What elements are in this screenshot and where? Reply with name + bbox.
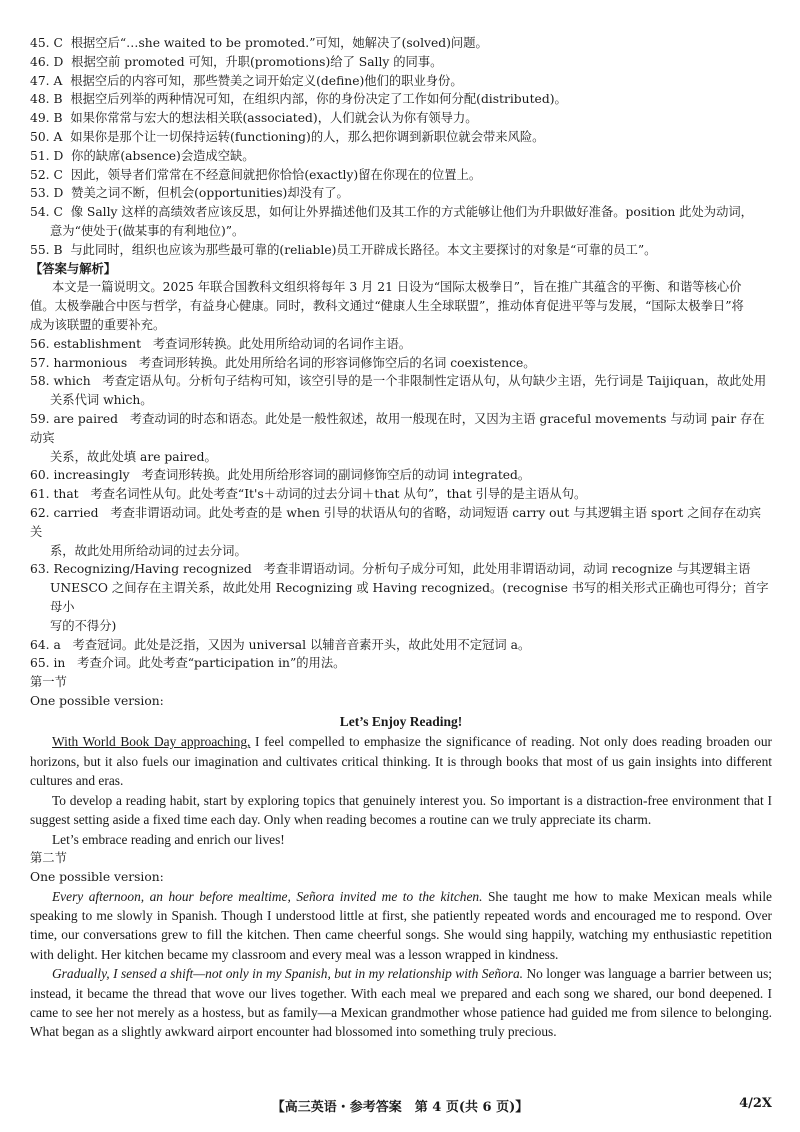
answer-item: 59. are paired 考查动词的时态和语态。此处是一般性叙述，故用一般现在时，又因为主语 graceful movements 与动词 pair 存在动宾 (30, 411, 765, 445)
analysis-header: 【答案与解析】 (30, 260, 117, 276)
section2-version-label: One possible version: (30, 869, 164, 884)
essay1-paragraph: Let’s embrace reading and enrich our lives! (52, 831, 285, 847)
answer-item: 47. A 根据空后的内容可知，那些赞美之词开始定义(define)他们的职业身份。 (30, 73, 463, 88)
footer-code: 4/2X (739, 1096, 772, 1111)
intro-line: 本文是一篇说明文。2025 年联合国教科文组织将每年 3 月 21 日设为“国际太极拳日”，旨在推广其蕴含的平衡、和谐等核心价 (52, 280, 742, 295)
answer-item: 51. D 你的缺席(absence)会造成空缺。 (30, 148, 255, 163)
answer-item: 54. C 像 Sally 这样的高绩效者应该反思，如何让外界描述他们及其工作的方式能够让他们为升职做好准备。position 此处为动词， (30, 205, 753, 220)
essay2-body (30, 887, 772, 1042)
answer-item: 52. C 因此，领导者们常常在不经意间就把你恰恰(exactly)留在你现在的位置上。 (30, 167, 482, 182)
answer-item: 53. D 赞美之词不断，但机会(opportunities)却没有了。 (30, 186, 349, 201)
essay2-paragraph: Gradually, I sensed a shift—not only in my Spanish, but in my relationship with Señora. No longer was language a barrier between us; instead, it became the thread that wove our lives together. With each meal we prepared and each song we shared, our bond deepened. I came to see her not merely as a hostess, but as family—a Mexican grandmother whose patience had guided me from silence to belonging. What began as a slightly awkward airport encounter had blossomed into something truly precious. (30, 966, 773, 1040)
section1-version-label: One possible version: (30, 693, 164, 708)
answer-continuation: 意为“使处于(做某事的有利地位)”。 (50, 223, 245, 238)
answer-item: 62. carried 考查非谓语动词。此处考查的是 when 引导的状语从句的省略，动词短语 carry out 与其逻辑主语 sport 之间存在动宾关 (30, 505, 762, 539)
section2-heading: 第二节 (30, 850, 67, 865)
answer-item: 57. harmonious 考查词形转换。此处用所给名词的形容词修饰空后的名词 coexistence。 (30, 355, 536, 370)
answer-item: 64. a 考查冠词。此处是泛指，又因为 universal 以辅音音素开头，故此处用不定冠词 a。 (30, 637, 531, 652)
answer-item: 50. A 如果你是那个让一切保持运转(functioning)的人，那么把你调到新职位就会带来风险。 (30, 129, 545, 144)
answer-continuation: 关系代词 which。 (50, 393, 153, 408)
answer-item: 60. increasingly 考查词形转换。此处用所给形容词的副词修饰空后的动词 integrated。 (30, 468, 531, 483)
grammar-answers (30, 335, 772, 673)
essay1-paragraph: With World Book Day approaching, I feel compelled to emphasize the significance of reading. Not only does reading broaden our horizons, but it also fuels our imagination and cultivates critical thinking. It is through books that most of us gain insights into different cultures and eras. (30, 734, 772, 789)
intro-line: 值。太极拳融合中医与哲学，有益身心健康。同时，教科文通过“健康人生全球联盟”，推动体育促进平等与发展，“国际太极拳日”将 (30, 299, 744, 314)
essay2-paragraph: Every afternoon, an hour before mealtime, Señora invited me to the kitchen. She taught me how to make Mexican meals while speaking to me slowly in Spanish. Though I understood little at first, she patiently repeated words and encouraged me to respond. Over time, our conversations grew to fill the kitchen. Then came cheerful songs. She would sing happily, watching my enthusiastic repetition with delight. Her kitchen became my classroom and every meal was a lesson wrapped in kindness. (30, 888, 772, 962)
answer-item: 45. C 根据空后“…she waited to be promoted.”可知，她解决了(solved)问题。 (30, 36, 488, 50)
answer-continuation: 关系，故此处填 are paired。 (50, 449, 217, 464)
answer-item: 46. D 根据空前 promoted 可知，升职(promotions)给了 Sally 的同事。 (30, 54, 443, 69)
answer-continuation: UNESCO 之间存在主谓关系，故此处用 Recognizing 或 Having recognized。(recognise 书写的相关形式正确也可得分；首字母小 (50, 581, 769, 614)
essay1-body (30, 732, 772, 848)
essay2-given-sentence: Every afternoon, an hour before mealtime, Señora invited me to the kitchen. (52, 888, 483, 904)
footer-page-info: 【高三英语・参考答案 第 4 页(共 6 页)】 (271, 1100, 529, 1115)
answer-continuation: 系，故此处用所给动词的过去分词。 (50, 543, 247, 558)
essay1-underlined-phrase: With World Book Day approaching, (52, 734, 251, 750)
answer-item: 65. in 考查介词。此处考查“participation in”的用法。 (30, 656, 346, 671)
page-footer (0, 1096, 800, 1120)
section1-heading: 第一节 (30, 675, 67, 690)
answer-item: 56. establishment 考查词形转换。此处用所给动词的名词作主语。 (30, 336, 412, 351)
answer-item: 63. Recognizing/Having recognized 考查非谓语动词。分析句子成分可知，此处用非谓语动词，动词 recognize 与其逻辑主语 (30, 562, 751, 577)
essay1-title: Let’s Enjoy Reading! (339, 713, 463, 729)
answer-item: 48. B 根据空后列举的两种情况可知，在组织内部，你的身份决定了工作如何分配(distributed)。 (30, 92, 567, 107)
essay1-paragraph: To develop a reading habit, start by exploring topics that genuinely interest you. So important is a distraction-free environment that I suggest setting aside a fixed time each day. Only when reading becomes a routine can we truly appreciate its charm. (30, 792, 772, 828)
essay2-given-sentence: Gradually, I sensed a shift—not only in my Spanish, but in my relationship with Señora. (52, 966, 524, 982)
answer-continuation: 写的不得分) (50, 618, 117, 633)
answer-item: 49. B 如果你常常与宏大的想法相关联(associated)，人们就会认为你有领导力。 (30, 111, 478, 126)
answer-item: 55. B 与此同时，组织也应该为那些最可靠的(reliable)员工开辟成长路径。本文主要探讨的对象是“可靠的员工”。 (30, 242, 657, 257)
answer-item: 58. which 考查定语从句。分析句子结构可知，该空引导的是一个非限制性定语从句，从句缺少主语，先行词是 Taijiquan，故此处用 (30, 374, 767, 389)
page-content (30, 34, 772, 1042)
cloze-answers (30, 34, 772, 260)
answer-item: 61. that 考查名词性从句。此处考查“It's＋动词的过去分词＋that 从句”，that 引导的是主语从句。 (30, 487, 587, 502)
passage-intro (30, 278, 772, 334)
intro-line: 成为该联盟的重要补充。 (30, 317, 166, 332)
